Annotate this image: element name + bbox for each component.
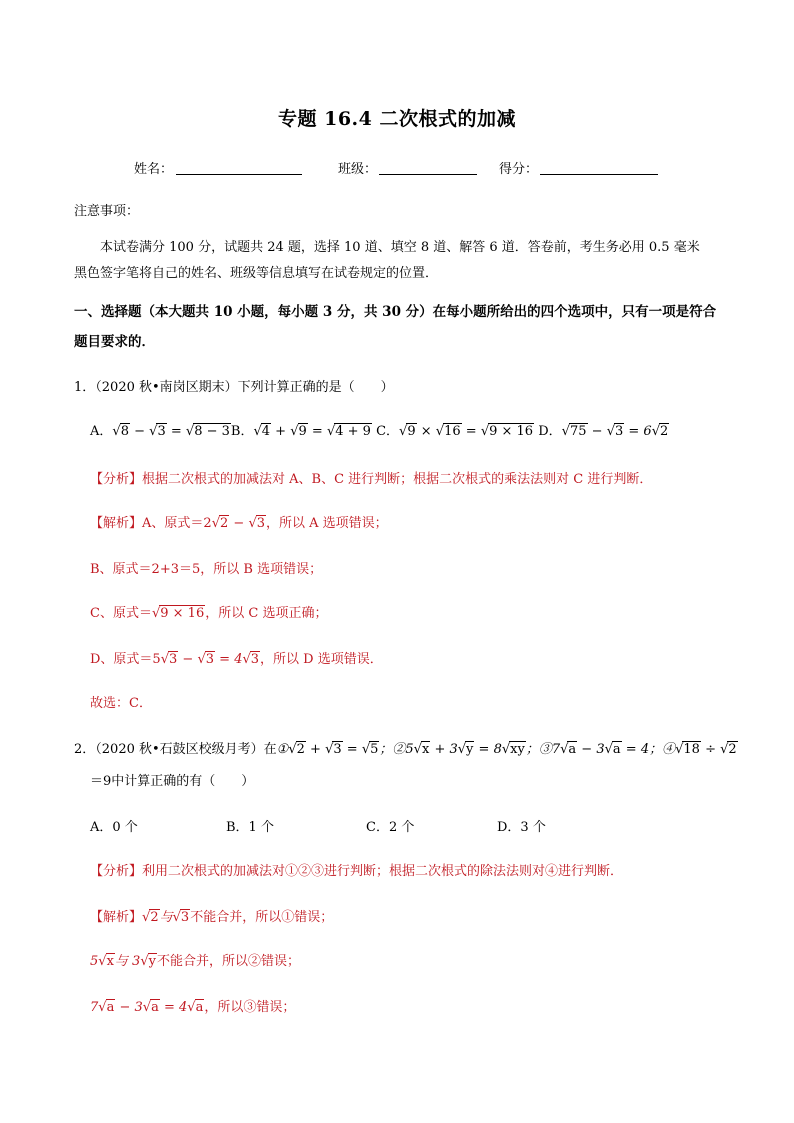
solution-a-expression: √2 − √3 (211, 516, 266, 531)
question-1-solution-a (90, 512, 388, 531)
question-1-solution-b: B、原式＝2+3＝5，所以 B 选项错误； (90, 562, 323, 577)
solution-3-expression: 7√a − 3√a = 4√a (90, 1000, 204, 1015)
question-2-items: ①√2 + √3 = √5；②5√x + 3√y = 8√xy；③7√a − 3√a = 4；④√18 ÷ √2 (276, 742, 737, 757)
name-blank[interactable] (176, 174, 302, 175)
analysis-text: 根据二次根式的加减法对 A、B、C 进行判断；根据二次根式的乘法法则对 C 进行判断． (142, 472, 653, 487)
solution-2-suffix: 不能合并，所以②错误； (156, 954, 300, 969)
option-a-expression: √8 − √3 = √8 − 3 (112, 424, 230, 439)
question-1-solution-c (90, 602, 327, 621)
notice-line-2: 黑色签字笔将自己的姓名、班级等信息填写在试卷规定的位置． (74, 266, 439, 281)
question-2-analysis (90, 860, 623, 879)
solution-d-expression: √3 − √3 = 4√3 (160, 652, 260, 667)
section-heading-line-2: 题目要求的． (74, 334, 155, 350)
notice-heading: 注意事项： (74, 204, 140, 219)
question-2-stem-prefix: 2．（2020 秋•石鼓区校级月考）在 (74, 742, 277, 757)
solution-c-suffix: ，所以 C 选项正确； (205, 606, 328, 621)
option-c-expression: √9 × √16 = √9 × 16 (399, 424, 534, 439)
solution-tag: 【解析】 (90, 910, 143, 925)
question-1-analysis (90, 468, 652, 487)
solution-c-expression: √9 × 16 (151, 606, 205, 621)
question-2-stem-line-1 (74, 738, 738, 757)
section-heading-line-1: 一、选择题（本大题共 10 小题，每小题 3 分，共 30 分）在每小题所给出的四个选项中，只有一项是符合 (74, 304, 717, 320)
solution-2-expression: 5√x与 3√y (90, 954, 156, 969)
question-2-option-a: A．0 个 (90, 820, 138, 835)
option-c-label: C． (376, 424, 400, 439)
class-blank[interactable] (379, 174, 477, 175)
option-b-expression: √4 + √9 = √4 + 9 (253, 424, 371, 439)
question-2-option-c: C．2 个 (366, 820, 415, 835)
solution-1-expression: √2与√3 (142, 910, 190, 925)
class-label: 班级： (338, 162, 378, 177)
question-2-option-b: B．1 个 (226, 820, 274, 835)
notice-line-1: 本试卷满分 100 分，试题共 24 题，选择 10 道、填空 8 道、解答 6 道．答卷前，考生务必用 0.5 毫米 (100, 240, 700, 255)
question-1-solution-d (90, 648, 383, 667)
question-2-stem-line-2: ＝9中计算正确的有（ ） (90, 774, 255, 789)
solution-c-prefix: C、原式＝ (90, 606, 152, 621)
solution-3-suffix: ，所以③错误； (204, 1000, 296, 1015)
question-2-option-d: D．3 个 (497, 820, 546, 835)
question-2-solution-1 (90, 906, 333, 925)
score-blank[interactable] (540, 174, 658, 175)
solution-a-suffix: ，所以 A 选项错误； (266, 516, 388, 531)
option-a-label: A． (90, 424, 113, 439)
question-1-stem: 1．（2020 秋•南岗区期末）下列计算正确的是（ ） (74, 380, 394, 395)
solution-d-prefix: D、原式＝5 (90, 652, 161, 667)
solution-tag: 【解析】 (90, 516, 143, 531)
analysis-text: 利用二次根式的加减法对①②③进行判断；根据二次根式的除法法则对④进行判断． (142, 864, 624, 879)
question-2-solution-3 (90, 996, 295, 1015)
analysis-tag: 【分析】 (90, 472, 143, 487)
question-1-answer: 故选：C． (90, 696, 152, 711)
option-d-label: D． (538, 424, 562, 439)
score-label: 得分： (499, 162, 539, 177)
solution-a-prefix: A、原式＝2 (142, 516, 212, 531)
question-2-solution-2 (90, 950, 300, 969)
page-title: 专题 16.4 二次根式的加减 (277, 108, 516, 130)
option-d-expression: √75 − √3 = 6√2 (561, 424, 669, 439)
question-1-options (90, 420, 669, 439)
analysis-tag: 【分析】 (90, 864, 143, 879)
option-b-label: B． (230, 424, 254, 439)
solution-1-suffix: 不能合并，所以①错误； (190, 910, 334, 925)
name-label: 姓名： (134, 162, 174, 177)
solution-d-suffix: ，所以 D 选项错误． (260, 652, 383, 667)
